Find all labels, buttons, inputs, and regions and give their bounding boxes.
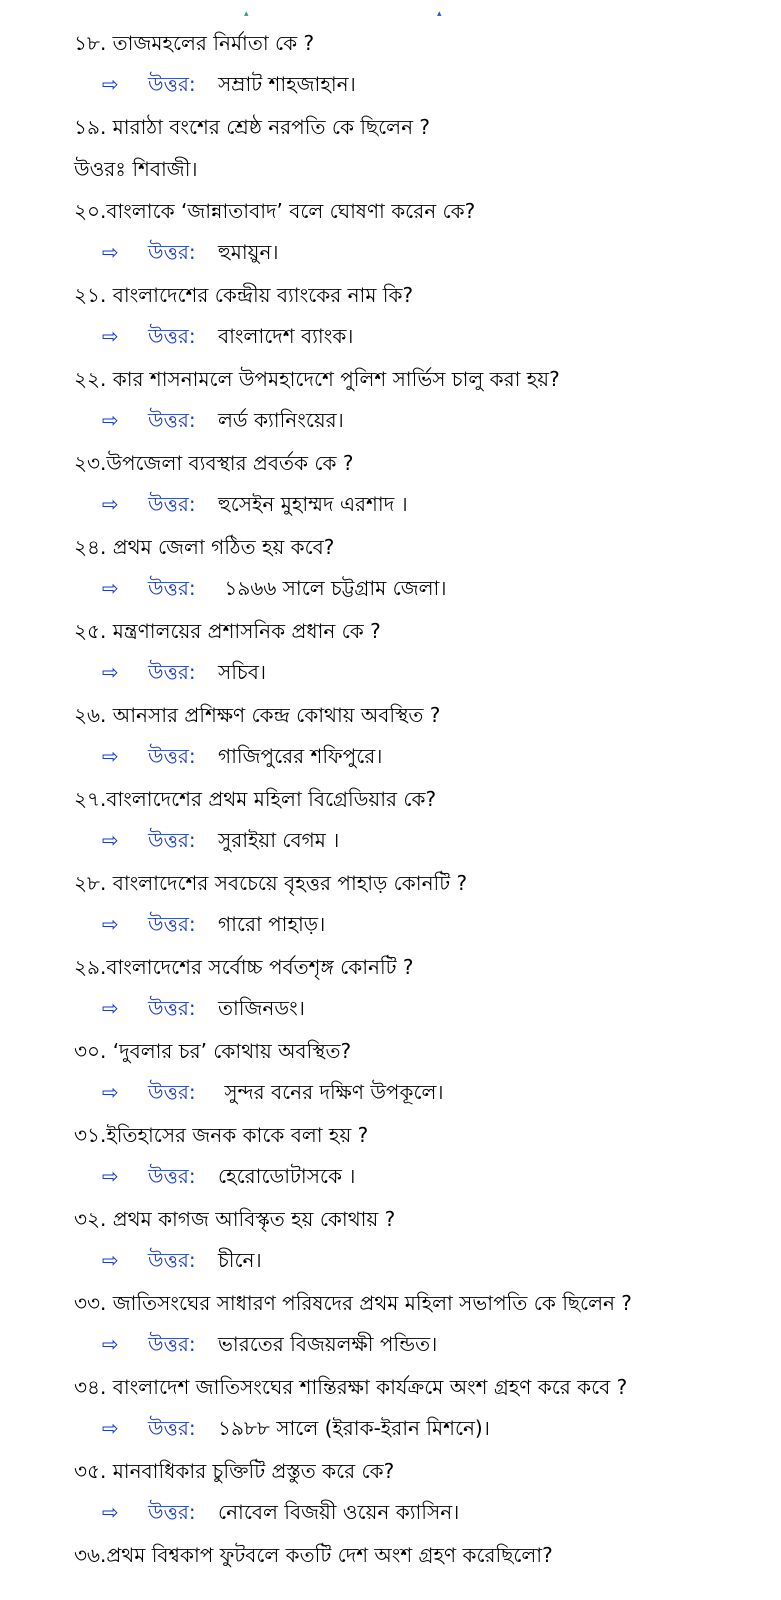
answer-text: সচিব। — [218, 660, 267, 684]
question-line: ৩০. ‘দুবলার চর’ কোথায় অবস্থিত? — [74, 1039, 352, 1063]
answer-line — [74, 1413, 774, 1455]
right-arrow-icon: ⇨ — [102, 324, 119, 348]
right-arrow-icon: ⇨ — [102, 1332, 119, 1356]
answer-line — [74, 1161, 774, 1203]
answer-label: উত্তর: — [148, 744, 196, 768]
answer-label: উত্তর: — [148, 1080, 196, 1104]
answer-label: উত্তর: — [148, 1248, 196, 1272]
answer-label: উত্তর: — [148, 1500, 196, 1524]
answer-text: হুমায়ুন। — [218, 240, 279, 264]
question-line: ৩৪. বাংলাদেশ জাতিসংঘের শান্তিরক্ষা কার্যক্রমে অংশ গ্রহণ করে কবে ? — [74, 1375, 628, 1399]
answer-text: লর্ড ক্যানিংয়ের। — [218, 408, 344, 432]
question-line: ৩৬.প্রথম বিশ্বকাপ ফুটবলে কতটি দেশ অংশ গ্রহণ করেছিলো? — [74, 1543, 553, 1567]
right-arrow-icon: ⇨ — [102, 660, 119, 684]
right-arrow-icon: ⇨ — [102, 1500, 119, 1524]
answer-line — [74, 1245, 774, 1287]
question-line: ২৪. প্রথম জেলা গঠিত হয় কবে? — [74, 535, 335, 559]
answer-label: উত্তর: — [148, 324, 196, 348]
answer-line — [74, 1497, 774, 1539]
answer-label: উত্তর: — [148, 912, 196, 936]
right-arrow-icon: ⇨ — [102, 1416, 119, 1440]
question-line: ২০.বাংলাকে ‘জান্নাতাবাদ’ বলে ঘোষণা করেন কে? — [74, 199, 476, 223]
question-answer-list — [74, 27, 774, 1581]
question-line: ৩৫. মানবাধিকার চুক্তিটি প্রস্তুত করে কে? — [74, 1459, 395, 1483]
answer-line — [74, 1077, 774, 1119]
answer-label: উত্তর: — [148, 492, 196, 516]
answer-line — [74, 825, 774, 867]
answer-line — [74, 657, 774, 699]
answer-line — [74, 573, 774, 615]
answer-label: উত্তর: — [148, 660, 196, 684]
answer-label: উত্তর: — [148, 1164, 196, 1188]
answer-label: উত্তর: — [148, 1332, 196, 1356]
answer-line — [74, 489, 774, 531]
right-arrow-icon: ⇨ — [102, 1248, 119, 1272]
answer-text: সুন্দর বনের দক্ষিণ উপকূলে। — [218, 1080, 444, 1104]
answer-label: উত্তর: — [148, 72, 196, 96]
triangle-mark-icon: ▴ — [437, 9, 442, 19]
answer-text: গাজিপুরের শফিপুরে। — [218, 744, 383, 768]
right-arrow-icon: ⇨ — [102, 240, 119, 264]
question-line: ১৮. তাজমহলের নির্মাতা কে ? — [74, 31, 315, 55]
answer-line — [74, 405, 774, 447]
answer-line — [74, 741, 774, 783]
answer-label: উত্তর: — [148, 576, 196, 600]
question-line: ২৩.উপজেলা ব্যবস্থার প্রবর্তক কে ? — [74, 451, 354, 475]
answer-label: উত্তর: — [148, 1416, 196, 1440]
question-line: ৩৩. জাতিসংঘের সাধারণ পরিষদের প্রথম মহিলা সভাপতি কে ছিলেন ? — [74, 1291, 632, 1315]
right-arrow-icon: ⇨ — [102, 492, 119, 516]
answer-text: তাজিনডং। — [218, 996, 305, 1020]
answer-text: সুরাইয়া বেগম । — [218, 828, 340, 852]
question-line: ১৯. মারাঠা বংশের শ্রেষ্ঠ নরপতি কে ছিলেন ? — [74, 115, 430, 139]
right-arrow-icon: ⇨ — [102, 1164, 119, 1188]
question-line: ৩২. প্রথম কাগজ আবিস্কৃত হয় কোথায় ? — [74, 1207, 396, 1231]
right-arrow-icon: ⇨ — [102, 408, 119, 432]
answer-line-plain: উওরঃ শিবাজী। — [74, 157, 198, 181]
answer-label: উত্তর: — [148, 996, 196, 1020]
answer-text: গারো পাহাড়। — [218, 912, 326, 936]
question-line: ২৯.বাংলাদেশের সর্বোচ্চ পর্বতশৃঙ্গ কোনটি ? — [74, 955, 414, 979]
right-arrow-icon: ⇨ — [102, 1080, 119, 1104]
question-line: ২৬. আনসার প্রশিক্ষণ কেন্দ্র কোথায় অবস্থিত ? — [74, 703, 441, 727]
answer-text: বাংলাদেশ ব্যাংক। — [218, 324, 354, 348]
answer-text: ১৯৮৮ সালে (ইরাক-ইরান মিশনে)। — [218, 1416, 490, 1440]
answer-line — [74, 1329, 774, 1371]
answer-text: চীনে। — [218, 1248, 262, 1272]
answer-label: উত্তর: — [148, 240, 196, 264]
right-arrow-icon: ⇨ — [102, 744, 119, 768]
answer-line — [74, 993, 774, 1035]
question-line: ২২. কার শাসনামলে উপমহাদেশে পুলিশ সার্ভিস চালু করা হয়? — [74, 367, 560, 391]
question-line: ২৮. বাংলাদেশের সবচেয়ে বৃহত্তর পাহাড় কোনটি ? — [74, 871, 468, 895]
question-line: ২৫. মন্ত্রণালয়ের প্রশাসনিক প্রধান কে ? — [74, 619, 381, 643]
answer-line — [74, 321, 774, 363]
right-arrow-icon: ⇨ — [102, 828, 119, 852]
answer-text: ১৯৬৬ সালে চট্টগ্রাম জেলা। — [218, 576, 447, 600]
answer-line — [74, 909, 774, 951]
question-line: ৩১.ইতিহাসের জনক কাকে বলা হয় ? — [74, 1123, 369, 1147]
answer-text: নোবেল বিজয়ী ওয়েন ক্যাসিন। — [218, 1500, 460, 1524]
right-arrow-icon: ⇨ — [102, 72, 119, 96]
right-arrow-icon: ⇨ — [102, 576, 119, 600]
answer-text: হুসেইন মুহাম্মদ এরশাদ । — [218, 492, 408, 516]
top-marks — [0, 10, 781, 18]
answer-text: হেরোডোটাসকে । — [218, 1164, 356, 1188]
answer-text: সম্রাট শাহজাহান। — [218, 72, 356, 96]
answer-label: উত্তর: — [148, 828, 196, 852]
right-arrow-icon: ⇨ — [102, 996, 119, 1020]
answer-line — [74, 69, 774, 111]
answer-text: ভারতের বিজয়লক্ষী পন্ডিত। — [218, 1332, 438, 1356]
question-line: ২৭.বাংলাদেশের প্রথম মহিলা বিগ্রেডিয়ার কে? — [74, 787, 437, 811]
right-arrow-icon: ⇨ — [102, 912, 119, 936]
question-line: ২১. বাংলাদেশের কেন্দ্রীয় ব্যাংকের নাম কি? — [74, 283, 414, 307]
answer-line — [74, 237, 774, 279]
answer-label: উত্তর: — [148, 408, 196, 432]
triangle-mark-icon: ▴ — [244, 9, 249, 19]
